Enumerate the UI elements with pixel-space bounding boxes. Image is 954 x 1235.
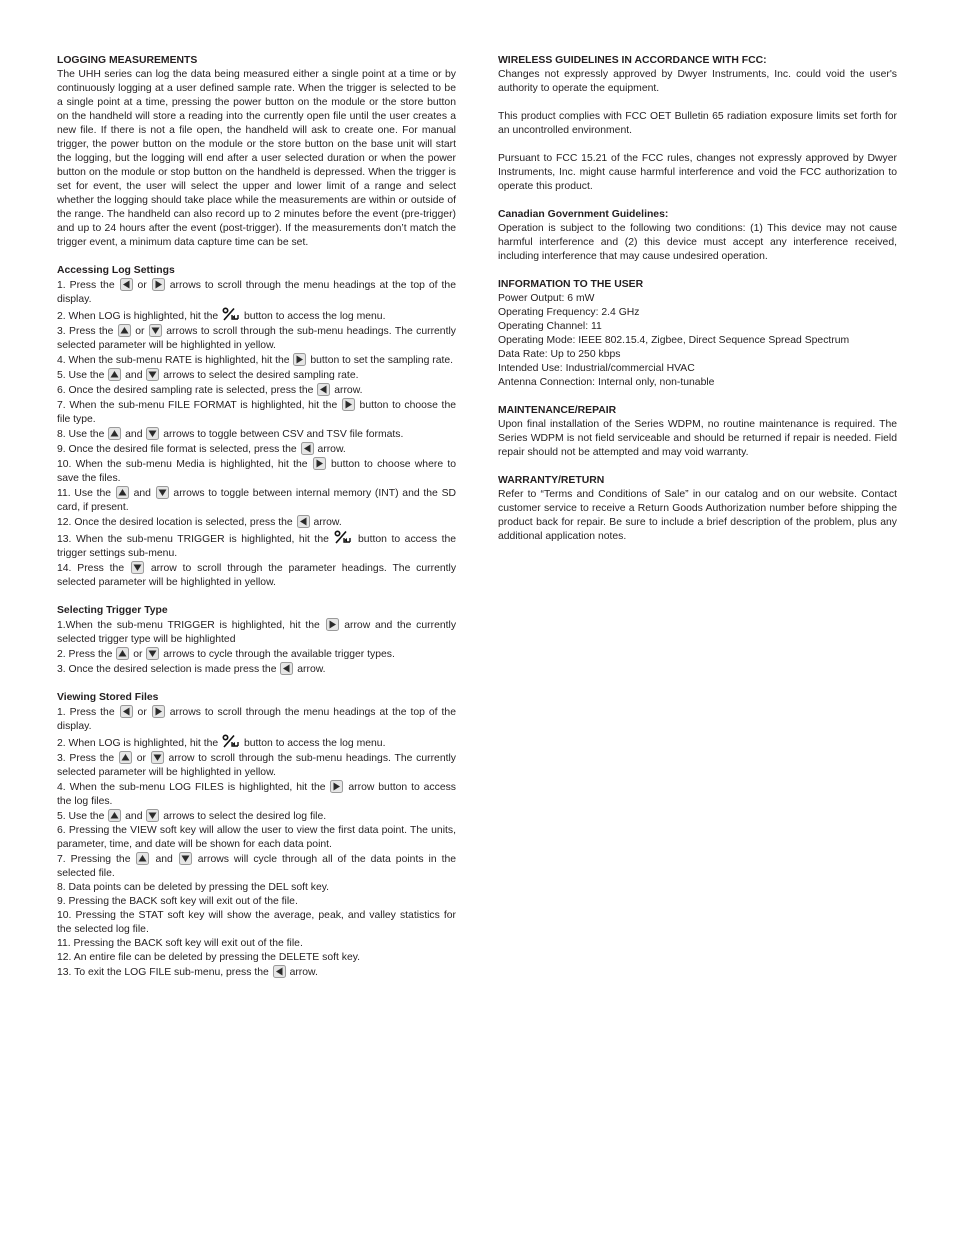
step-text: 10. When the sub-menu Media is highlighted, hit the [57,459,308,470]
down-arrow-icon [146,427,159,440]
step-text: arrow. [313,517,342,528]
info-line: Antenna Connection: Internal only, non-tunable [498,377,715,388]
step-text: 1. Press the [57,707,115,718]
step-text: button to choose where to save the files. [57,459,457,484]
step [57,278,456,307]
step [57,307,456,324]
step-text: arrow. [334,385,363,396]
up-arrow-icon [136,852,149,865]
step-text: 13. When the sub-menu TRIGGER is highlighted, hit the [57,534,329,545]
step-text: or [137,280,147,291]
viewing-heading: Viewing Stored Files [57,692,159,703]
step [57,530,456,561]
step [57,705,456,734]
step: 11. Pressing the BACK soft key will exit out of the file. [57,938,303,949]
step-text: and [125,811,143,822]
right-column [498,54,897,558]
enter-button-icon [334,530,352,545]
step-text: 11. Use the [57,488,112,499]
left-arrow-icon [317,383,330,396]
step [57,442,456,457]
step-text: arrows to select the desired sampling rate. [163,370,359,381]
step-text: or [136,753,146,764]
fcc-paragraph: This product complies with FCC OET Bulletin 65 radiation exposure limits set forth for an uncontrolled environment. [498,111,897,136]
right-arrow-icon [152,705,165,718]
fcc-section [498,54,897,194]
maintenance-heading: MAINTENANCE/REPAIR [498,405,617,416]
step [57,368,456,383]
info-line: Data Rate: Up to 250 kbps [498,349,621,360]
step-text: arrow. [289,967,318,978]
step-text: button to access the log menu. [243,311,386,322]
step [57,780,456,809]
step [57,383,456,398]
step-text: 2. Press the [57,649,113,660]
info-line: Intended Use: Industrial/commercial HVAC [498,363,695,374]
step-text: arrow to scroll through the parameter headings. The currently selected parameter will be highlighted in yellow. [57,563,457,588]
step: 8. Data points can be deleted by pressing the DEL soft key. [57,882,330,893]
step-text: or [133,649,143,660]
up-arrow-icon [119,751,132,764]
step-text: 13. To exit the LOG FILE sub-menu, press the [57,967,269,978]
step [57,809,456,824]
left-arrow-icon [273,965,286,978]
right-arrow-icon [152,278,165,291]
right-arrow-icon [313,457,326,470]
info-section [498,278,897,390]
accessing-heading: Accessing Log Settings [57,265,175,276]
step [57,852,456,881]
down-arrow-icon [131,561,144,574]
step-text: arrows to scroll through the sub-menu headings. The currently selected parameter will be highlighted in yellow. [57,326,456,351]
step-text: or [135,326,145,337]
right-arrow-icon [326,618,339,631]
step-text: arrows to scroll through the menu headings at the top of the display. [57,280,456,305]
logging-section [57,54,456,250]
left-arrow-icon [120,705,133,718]
down-arrow-icon [151,751,164,764]
trigger-section [57,604,456,677]
step [57,647,456,662]
step-text: 7. Pressing the [57,854,131,865]
step-text: 6. Once the desired sampling rate is selected, press the [57,385,314,396]
logging-body: The UHH series can log the data being measured either a single point at a time or by continuously logging at a user defined sample rate. When the trigger is selected to be a single point at a time, pressing the power button on the module or the store button on the handheld will store a reading into the currently open file until the user creates a new file. If there is not a file open, the handheld will ask to create one. For manual trigger, the power button on the module or the store button on the base unit will start the logging, but the logging will end after a user selected duration or when the power button on the module or stop button on the handheld is depressed. When the trigger is set for event, the user will select the upper and lower limit of a range and select whether the logging should take place while the measurements are within or outside of the range. The handheld can also record up to 2 minutes before the event (pre-trigger) and up to 24 hours after the event (post-trigger). If the measurements don’t match the trigger event, a minimum data capture time can be set. [57,69,456,248]
up-arrow-icon [108,809,121,822]
canada-section [498,208,897,264]
step-text: and [125,429,143,440]
step [57,515,456,530]
left-arrow-icon [297,515,310,528]
step-text: arrow to scroll through the sub-menu headings. The currently selected parameter will be highlighted in yellow. [57,753,456,778]
step-text: 4. When the sub-menu RATE is highlighted, hit the [57,355,290,366]
step-text: button to access the trigger settings sub-menu. [57,534,457,559]
step-text: 1. Press the [57,280,115,291]
step [57,734,456,751]
maintenance-paragraph: Upon final installation of the Series WDPM, no routine maintenance is required. The Series WDPM is not field serviceable and should be returned if repair is needed. Field repair should not be attempted and may void warranty. [498,419,897,458]
trigger-heading: Selecting Trigger Type [57,605,168,616]
step-text: 5. Use the [57,811,105,822]
up-arrow-icon [116,647,129,660]
step-text: 14. Press the [57,563,125,574]
enter-button-icon [222,307,240,322]
info-line: Operating Frequency: 2.4 GHz [498,307,640,318]
step-text: arrow. [297,664,326,675]
step [57,965,456,980]
step-text: 4. When the sub-menu LOG FILES is highlighted, hit the [57,782,326,793]
step [57,486,456,515]
logging-heading: LOGGING MEASUREMENTS [57,55,198,66]
step-text: arrow. [317,444,346,455]
up-arrow-icon [108,427,121,440]
info-line: Power Output: 6 mW [498,293,595,304]
info-heading: INFORMATION TO THE USER [498,279,644,290]
step-text: button to choose the file type. [57,400,456,425]
left-arrow-icon [120,278,133,291]
step-text: 2. When LOG is highlighted, hit the [57,738,219,749]
step-text: and [133,488,151,499]
left-column [57,54,456,994]
canada-paragraph: Operation is subject to the following two conditions: (1) This device may not cause harmful interference and (2) this device must accept any interference received, including interference that may cause undesired operation. [498,223,897,262]
step-text: button to set the sampling rate. [310,355,454,366]
down-arrow-icon [146,647,159,660]
step: 6. Pressing the VIEW soft key will allow the user to view the first data point. The units, parameter, time, and date will be shown for each data point. [57,825,456,850]
step-text: and [125,370,143,381]
viewing-section [57,691,456,980]
down-arrow-icon [146,809,159,822]
step [57,751,456,780]
fcc-paragraph: Pursuant to FCC 15.21 of the FCC rules, changes not expressly approved by Dwyer Instruments, Inc. might cause harmful interference and void the FCC authorization to operate this product. [498,153,897,192]
warranty-section [498,474,897,544]
step [57,324,456,353]
step: 10. Pressing the STAT soft key will show the average, peak, and valley statistics for the selected log file. [57,910,456,935]
step: 9. Pressing the BACK soft key will exit out of the file. [57,896,298,907]
step-text: arrows to select the desired log file. [163,811,327,822]
step-text: arrows to scroll through the menu headings at the top of the display. [57,707,456,732]
info-line: Operating Channel: 11 [498,321,602,332]
step: 12. An entire file can be deleted by pressing the DELETE soft key. [57,952,361,963]
step-text: 1.When the sub-menu TRIGGER is highlighted, hit the [57,620,320,631]
step-text: arrow button to access the log files. [57,782,456,807]
enter-button-icon [222,734,240,749]
canada-heading: Canadian Government Guidelines: [498,209,669,220]
step [57,353,456,368]
step [57,427,456,442]
step-text: 12. Once the desired location is selected, press the [57,517,293,528]
left-arrow-icon [280,662,293,675]
step-text: 3. Press the [57,326,114,337]
step [57,561,456,590]
down-arrow-icon [156,486,169,499]
down-arrow-icon [149,324,162,337]
step-text: 3. Press the [57,753,115,764]
left-arrow-icon [301,442,314,455]
warranty-paragraph: Refer to “Terms and Conditions of Sale” in our catalog and on our website. Contact customer service to receive a Return Goods Authorization number before shipping the product back for repair. Be sure to include a brief description of the problem, plus any additional application notes. [498,489,897,542]
step-text: 5. Use the [57,370,105,381]
step-text: 9. Once the desired file format is selected, press the [57,444,297,455]
up-arrow-icon [116,486,129,499]
fcc-heading: WIRELESS GUIDELINES IN ACCORDANCE WITH FCC: [498,55,767,66]
step-text: 2. When LOG is highlighted, hit the [57,311,219,322]
step-text: and [155,854,173,865]
right-arrow-icon [330,780,343,793]
down-arrow-icon [146,368,159,381]
step [57,398,456,427]
step-text: arrow and the currently selected trigger type will be highlighted [57,620,457,645]
step [57,618,456,647]
step-text: 8. Use the [57,429,105,440]
info-line: Operating Mode: IEEE 802.15.4, Zigbee, Direct Sequence Spread Spectrum [498,335,850,346]
step-text: arrows to toggle between internal memory (INT) and the SD card, if present. [57,488,457,513]
step-text: button to access the log menu. [243,738,386,749]
right-arrow-icon [342,398,355,411]
maintenance-section [498,404,897,460]
fcc-paragraph: Changes not expressly approved by Dwyer Instruments, Inc. could void the user's authority to operate the equipment. [498,69,897,94]
step-text: 7. When the sub-menu FILE FORMAT is highlighted, hit the [57,400,338,411]
step-text: 3. Once the desired selection is made press the [57,664,277,675]
down-arrow-icon [179,852,192,865]
right-arrow-icon [293,353,306,366]
up-arrow-icon [118,324,131,337]
step-text: arrows to toggle between CSV and TSV file formats. [163,429,404,440]
step-text: arrows will cycle through all of the data points in the selected file. [57,854,457,879]
step [57,457,456,486]
warranty-heading: WARRANTY/RETURN [498,475,605,486]
step-text: or [137,707,147,718]
up-arrow-icon [108,368,121,381]
step [57,662,456,677]
accessing-section [57,264,456,590]
step-text: arrows to cycle through the available trigger types. [163,649,395,660]
